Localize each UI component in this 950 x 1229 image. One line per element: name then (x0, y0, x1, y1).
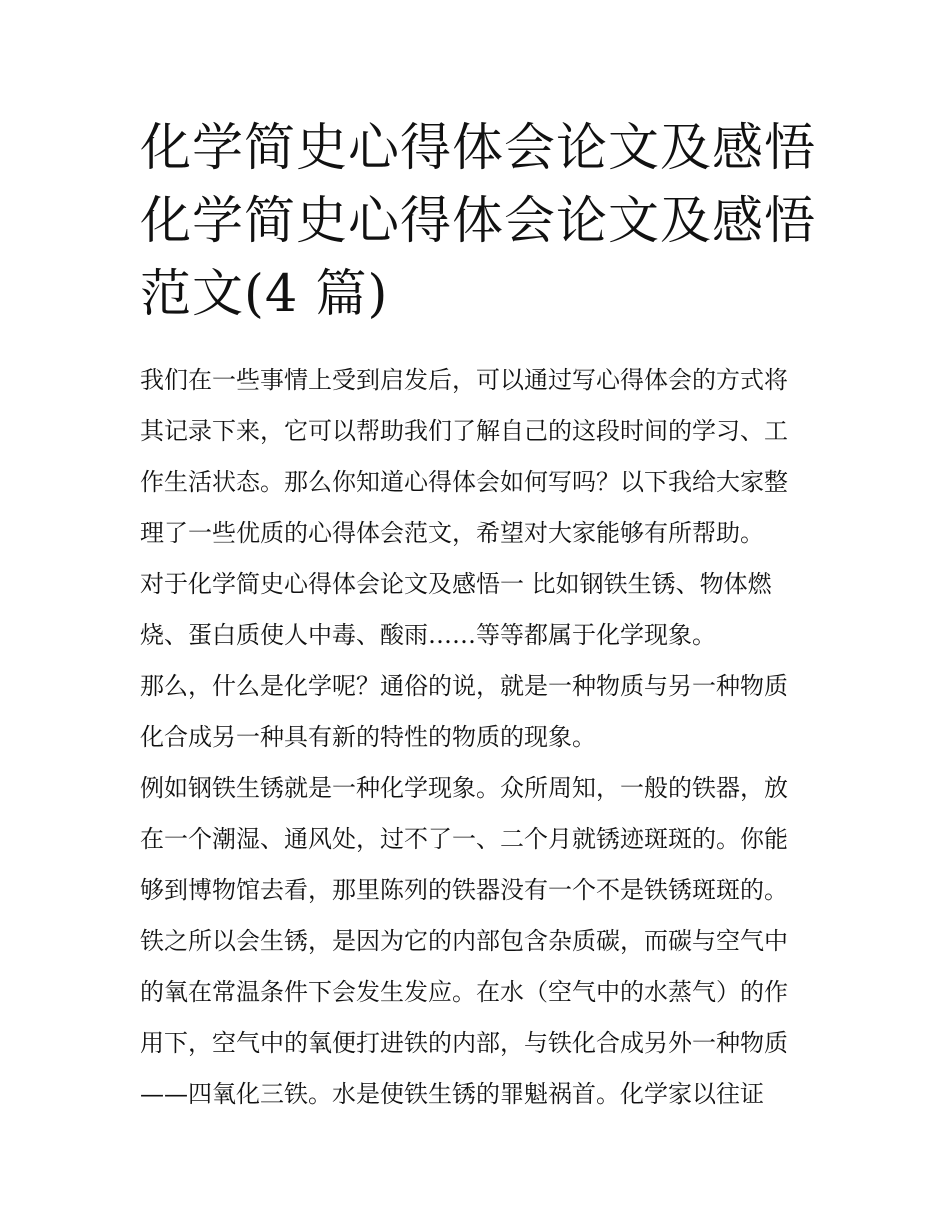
title-line: 化学简史心得体会论文及感悟 (140, 192, 817, 251)
body-line: 的氧在常温条件下会发生发应。在水（空气中的水蒸气）的作 (140, 978, 788, 1006)
body-line: 例如钢铁生锈就是一种化学现象。众所周知，一般的铁器，放 (140, 774, 788, 802)
body-line: 烧、蛋白质使人中毒、酸雨……等等都属于化学现象。 (140, 621, 716, 649)
body-line: 那么，什么是化学呢？通俗的说，就是一种物质与另一种物质 (140, 672, 788, 700)
document-body (140, 355, 820, 1120)
body-line: 够到博物馆去看，那里陈列的铁器没有一个不是铁锈斑斑的。 (140, 876, 788, 904)
body-line: 铁之所以会生锈，是因为它的内部包含杂质碳，而碳与空气中 (140, 927, 788, 955)
body-line: 我们在一些事情上受到启发后，可以通过写心得体会的方式将 (140, 366, 788, 394)
title-line: 化学简史心得体会论文及感悟 (140, 119, 817, 178)
body-line: 在一个潮湿、通风处，过不了一、二个月就锈迹斑斑的。你能 (140, 825, 788, 853)
body-line: 作生活状态。那么你知道心得体会如何写吗？以下我给大家整 (140, 468, 788, 496)
body-line: 化合成另一种具有新的特性的物质的现象。 (140, 723, 596, 751)
body-line: 其记录下来，它可以帮助我们了解自己的这段时间的学习、工 (140, 417, 788, 445)
body-line: ——四氧化三铁。水是使铁生锈的罪魁祸首。化学家以往证 (140, 1080, 764, 1108)
body-line: 对于化学简史心得体会论文及感悟一 比如钢铁生锈、物体燃 (140, 570, 772, 598)
title-line: 范文(4 篇) (140, 265, 389, 324)
body-line: 理了一些优质的心得体会范文，希望对大家能够有所帮助。 (140, 519, 764, 547)
document-title (140, 112, 820, 331)
body-line: 用下，空气中的氧便打进铁的内部，与铁化合成另外一种物质 (140, 1029, 788, 1057)
